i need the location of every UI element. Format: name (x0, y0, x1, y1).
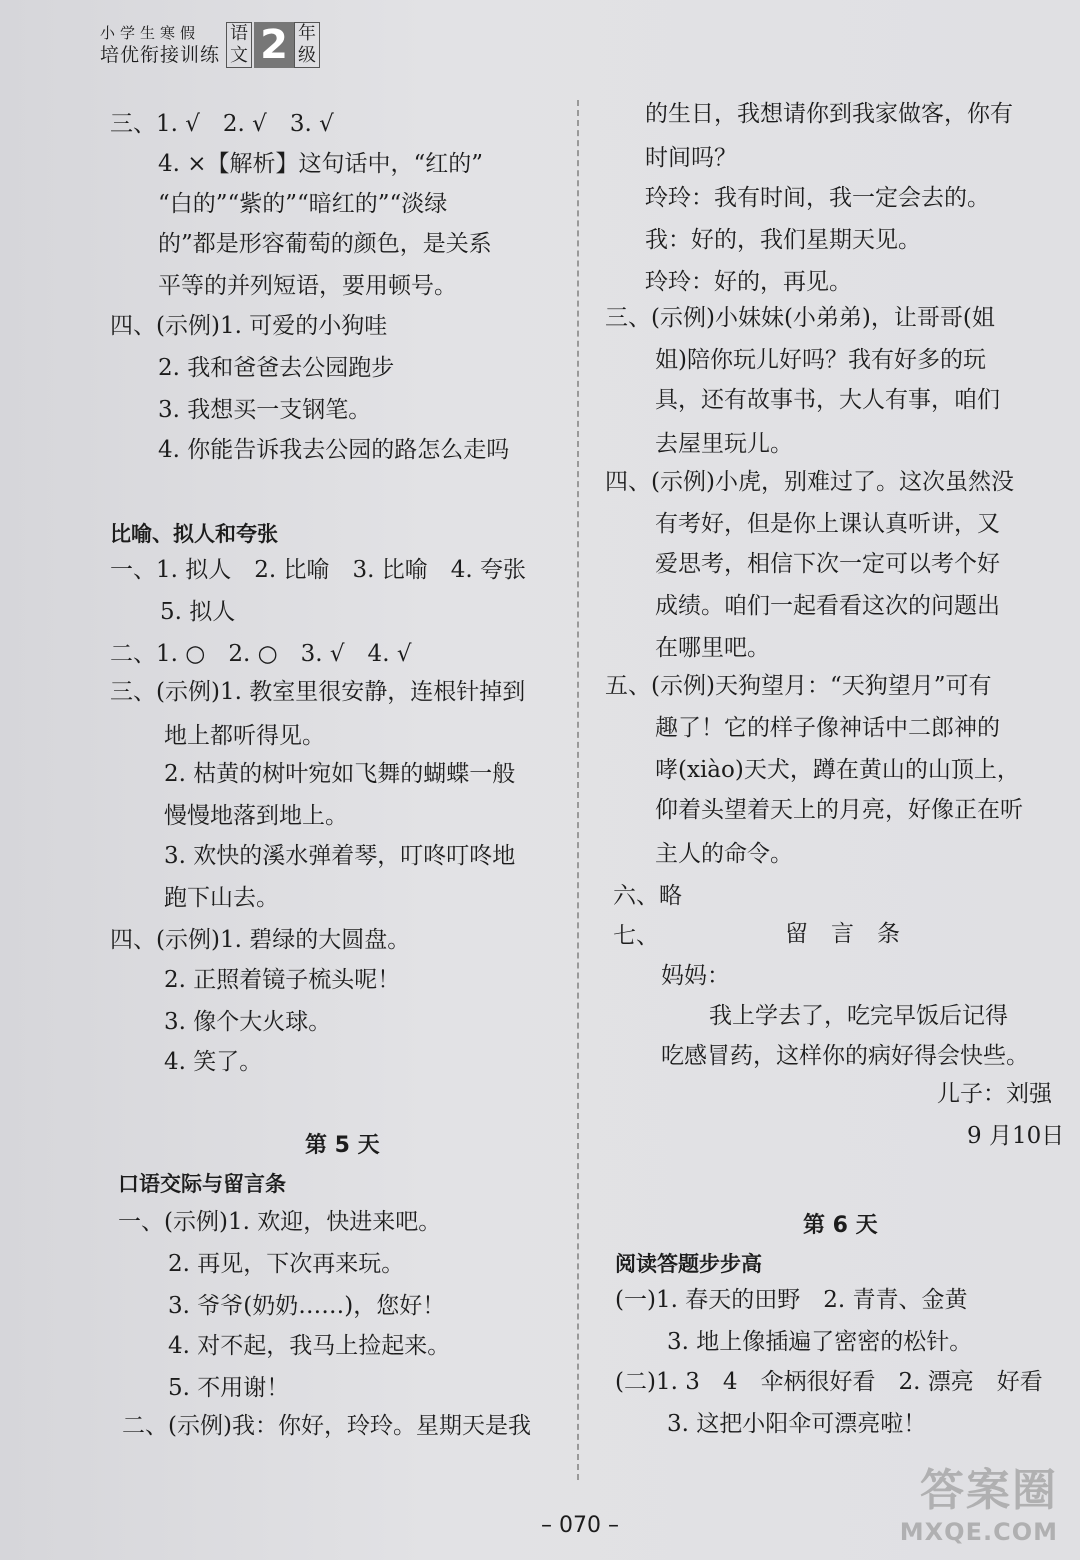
answer-line: 跑下山去。 (164, 885, 279, 911)
answer-line: 二、1. ○ 2. ○ 3. √ 4. √ (110, 641, 412, 667)
note-salutation: 妈妈： (661, 963, 730, 989)
answer-line: 慢慢地落到地上。 (164, 803, 348, 829)
day-heading: 第 6 天 (803, 1213, 878, 1238)
answer-line: 具，还有故事书，大人有事，咱们 (655, 387, 1000, 413)
answer-line: 玲玲：好的，再见。 (645, 269, 852, 295)
answer-line: 在哪里吧。 (655, 635, 770, 661)
answer-line: 四、(示例)1. 可爱的小狗哇 (110, 313, 388, 339)
answer-line: 的生日，我想请你到我家做客，你有 (645, 101, 1013, 127)
answer-line: 2. 枯黄的树叶宛如飞舞的蝴蝶一般 (164, 761, 516, 787)
note-body: 我上学去了，吃完早饭后记得 (709, 1003, 1008, 1029)
note-body: 吃感冒药，这样你的病好得会快些。 (661, 1043, 1029, 1069)
book-title-line1: 小学生寒假 (100, 24, 201, 42)
book-title-line2: 培优衔接训练 (100, 44, 221, 66)
page-number: – 070 – (541, 1513, 619, 1538)
book-header (100, 20, 320, 70)
subject-label: 语 文 (226, 22, 252, 68)
answer-line: 爱思考，相信下次一定可以考个好 (655, 551, 1000, 577)
answer-line: 姐)陪你玩儿好吗？我有好多的玩 (655, 347, 986, 373)
day-heading: 第 5 天 (305, 1133, 380, 1158)
section-title: 比喻、拟人和夸张 (110, 522, 278, 546)
answer-line: 一、1. 拟人 2. 比喻 3. 比喻 4. 夸张 (110, 557, 527, 583)
answer-line: 3. 这把小阳伞可漂亮啦！ (667, 1411, 927, 1437)
answer-line: 3. 爷爷(奶奶……)，您好！ (168, 1293, 446, 1319)
answer-line: 成绩。咱们一起看看这次的问题出 (655, 593, 1000, 619)
answer-line: 三、1. √ 2. √ 3. √ (110, 111, 334, 137)
answer-line: 一、(示例)1. 欢迎，快进来吧。 (118, 1209, 442, 1235)
answer-line: 哮(xiào)天犬，蹲在黄山的山顶上， (655, 757, 1020, 783)
note-title: 留 言 条 (785, 921, 900, 947)
answer-line: 四、(示例)小虎，别难过了。这次虽然没 (605, 469, 1014, 495)
answer-line: “白的”“紫的”“暗红的”“淡绿 (158, 191, 448, 217)
answer-line: 4. 你能告诉我去公园的路怎么走吗 (158, 437, 510, 463)
section-title: 阅读答题步步高 (615, 1252, 762, 1276)
answer-line: 平等的并列短语，要用顿号。 (158, 273, 457, 299)
grade-number: 2 (254, 22, 294, 68)
note-date: 9 月10日 (967, 1123, 1065, 1149)
answer-line: 趣了！它的样子像神话中二郎神的 (655, 715, 1000, 741)
answer-line: 2. 正照着镜子梳头呢！ (164, 967, 401, 993)
answer-line: 3. 像个大火球。 (164, 1009, 332, 1035)
answer-line: 三、(示例)小妹妹(小弟弟)，让哥哥(姐 (605, 305, 995, 331)
answer-line: (一)1. 春天的田野 2. 青青、金黄 (615, 1287, 968, 1313)
answer-line: 去屋里玩儿。 (655, 431, 793, 457)
answer-line: 五、(示例)天狗望月：“天狗望月”可有 (605, 673, 992, 699)
answer-line: 4. 笑了。 (164, 1049, 263, 1075)
column-divider (577, 100, 579, 1480)
section-title: 口语交际与留言条 (118, 1172, 286, 1196)
answer-line: 5. 拟人 (160, 599, 236, 625)
answer-line: 玲玲：我有时间，我一定会去的。 (645, 185, 990, 211)
answer-line: 的”都是形容葡萄的颜色，是关系 (158, 231, 492, 257)
grade-label: 年 级 (294, 22, 320, 68)
answer-line: 2. 我和爸爸去公园跑步 (158, 355, 395, 381)
answer-line: 4. ×【解析】这句话中，“红的” (158, 151, 484, 177)
watermark-text: 答案圈 (920, 1465, 1058, 1516)
book-title (100, 23, 220, 67)
answer-line: 仰着头望着天上的月亮，好像正在听 (655, 797, 1023, 823)
watermark-url: MXQE.COM (899, 1518, 1058, 1546)
answer-line: 3. 欢快的溪水弹着琴，叮咚叮咚地 (164, 843, 516, 869)
note-signature: 儿子：刘强 (937, 1081, 1052, 1107)
answer-line: 六、略 (613, 883, 682, 909)
answer-line: 地上都听得见。 (164, 723, 325, 749)
answer-line: 5. 不用谢！ (168, 1375, 290, 1401)
answer-line: (二)1. 3 4 伞柄很好看 2. 漂亮 好看 (615, 1369, 1043, 1395)
answer-line: 3. 地上像插遍了密密的松针。 (667, 1329, 973, 1355)
answer-line: 3. 我想买一支钢笔。 (158, 397, 372, 423)
answer-line: 时间吗？ (645, 145, 737, 171)
answer-line: 有考好，但是你上课认真听讲，又 (655, 511, 1000, 537)
answer-line: 七、 (613, 923, 659, 949)
answer-line: 三、(示例)1. 教室里很安静，连根针掉到 (110, 679, 526, 705)
answer-line: 四、(示例)1. 碧绿的大圆盘。 (110, 927, 411, 953)
answer-line: 二、(示例)我：你好，玲玲。星期天是我 (122, 1413, 531, 1439)
answer-line: 4. 对不起，我马上捡起来。 (168, 1333, 451, 1359)
answer-line: 我：好的，我们星期天见。 (645, 227, 921, 253)
answer-line: 2. 再见，下次再来玩。 (168, 1251, 405, 1277)
watermark-logo (900, 1454, 1058, 1546)
answer-line: 主人的命令。 (655, 841, 793, 867)
